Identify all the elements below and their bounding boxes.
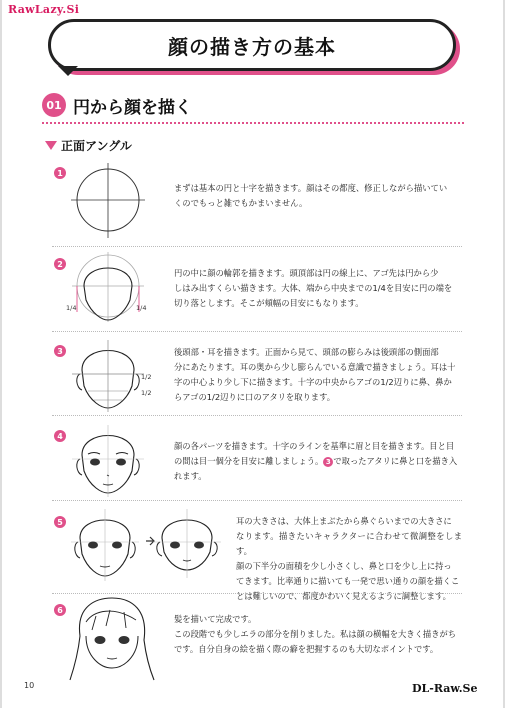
quarter-label-left: 1/4 [66, 304, 77, 312]
step-5-line-1: 耳の大きさは、大体上まぶたから鼻ぐらいまでの大きさに [236, 516, 452, 526]
step-2-line-1: 円の中に顔の輪郭を描きます。頭頂部は円の線上に、アゴ先は円から少 [174, 268, 439, 278]
step-1-line-2: くのでもっと雑でもかまいません。 [174, 198, 308, 208]
step-5-line-5: とは難しいので、都度かわいく見えるように調整します。 [236, 591, 451, 601]
step-6-line-3: です。自分自身の絵を描く際の癖を把握するのも大切なポイントです。 [174, 644, 439, 654]
step-3-line-4: らアゴの1/2辺りに口のアタリを取ります。 [174, 392, 336, 402]
section-header [42, 92, 192, 118]
sketch-circle-cross [68, 160, 148, 240]
subsection-header [45, 137, 132, 154]
sketch-face-before [68, 506, 142, 584]
watermark-bottom: DL-Raw.Se [412, 682, 478, 695]
step-6-line-1: 髪を描いて完成です。 [174, 614, 257, 624]
half-label-upper: 1/2 [141, 373, 152, 381]
quarter-label-right: 1/4 [136, 304, 147, 312]
step-badge-4: 4 [54, 430, 66, 442]
step-separator [52, 331, 462, 332]
page-number: 10 [24, 681, 35, 690]
step-5-line-3: 顔の下半分の面積を少し小さくし、鼻と口を少し上に持っ [236, 561, 452, 571]
step-4-line-1: 顔の各パーツを描きます。十字のラインを基準に眉と目を描きます。目と目 [174, 441, 455, 451]
section-divider [42, 122, 464, 124]
step-4-line-2b: で取ったアタリに鼻と口を描き入 [333, 456, 458, 466]
step-separator [52, 500, 462, 501]
step-badge-3: 3 [54, 345, 66, 357]
step-2-line-2: しはみ出すくらい描きます。大体、端から中央までの1/4を目安に円の端を [174, 283, 453, 293]
sketch-face-outline [66, 250, 150, 326]
section-title: 円から顔を描く [73, 97, 192, 118]
step-3-line-3: 字の中心より少し下に描きます。十字の中央からアゴの1/2辺りに鼻、鼻か [174, 377, 452, 387]
step-3-line-1: 後頭部・耳を描きます。正面から見て、頭部の膨らみは後頭部の側面部 [174, 347, 439, 357]
sketch-face-parts [68, 421, 148, 501]
page-title: 顔の描き方の基本 [168, 34, 336, 59]
section-number-badge: 01 [42, 93, 66, 117]
step-separator [52, 246, 462, 247]
title-banner-tail [58, 66, 78, 76]
step-separator [52, 593, 462, 594]
step-3-line-2: 分にあたります。耳の奥から少し膨らんでいる意識で描きましょう。耳は十 [174, 362, 456, 372]
title-banner [48, 19, 456, 71]
subsection-title: 正面アングル [61, 139, 132, 153]
watermark-top: RawLazy.Si [8, 3, 80, 16]
sketch-face-with-hair [66, 596, 158, 682]
step-reference-badge: 3 [323, 457, 333, 467]
step-2-line-3: 切り落とします。そこが頬幅の目安にもなります。 [174, 298, 364, 308]
step-badge-2: 2 [54, 258, 66, 270]
step-5-line-2: なります。描きたいキャラクターに合わせて微調整をします。 [236, 531, 462, 556]
step-badge-6: 6 [54, 604, 66, 616]
triangle-marker-icon [45, 141, 57, 150]
step-badge-5: 5 [54, 516, 66, 528]
step-badge-1: 1 [54, 167, 66, 179]
step-6-line-2: この段階でも少しエラの部分を削りました。私は顔の横幅を大きく描きがち [174, 629, 457, 639]
step-4-line-3: れます。 [174, 471, 207, 481]
step-4-line-2a: の間は目一個分を目安に離しましょう。 [174, 456, 324, 466]
step-5-line-4: てきます。比率通りに描いても一発で思い通りの顔を描くこ [236, 576, 460, 586]
half-label-lower: 1/2 [141, 389, 152, 397]
sketch-head-ears [68, 336, 148, 416]
step-separator [52, 415, 462, 416]
step-1-line-1: まずは基本の円と十字を描きます。顔はその都度、修正しながら描いてい [174, 183, 448, 193]
sketch-face-adjusted [150, 506, 224, 584]
